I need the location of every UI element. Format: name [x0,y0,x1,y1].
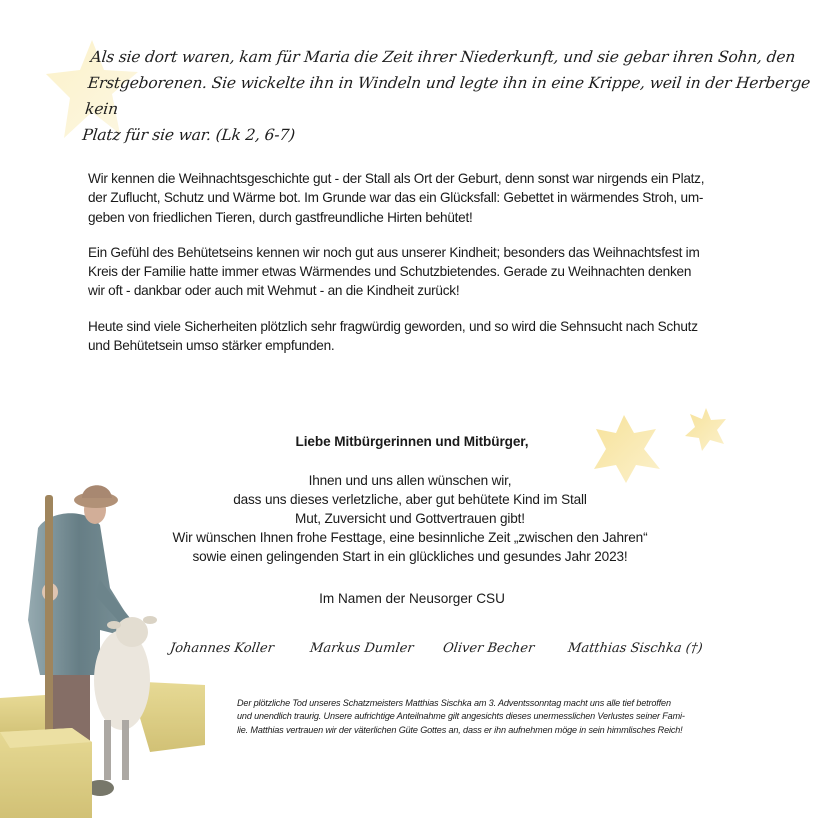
memorial-line: lie. Matthias vertrauen wir der väterlichen Güte Gottes an, dass er ihn aufnehmen möge in sein himmlisches Reich! [237,724,683,735]
quote-line: Als sie dort waren, kam für Maria die Zeit ihrer Niederkunft, und sie gebar ihren Sohn, den [89,48,797,66]
paragraph [88,169,788,227]
memorial-line: Der plötzliche Tod unseres Schatzmeisters Matthias Sischka am 3. Adventssonntag macht uns alle tief betroffen [237,698,671,708]
wishes-line: Wir wünschen Ihnen frohe Festtage, eine besinnliche Zeit „zwischen den Jahren“ [172,530,648,545]
paragraph-line: Ein Gefühl des Behütetseins kennen wir noch gut aus unserer Kindheit; besonders das Weihnachtsfest im [88,244,700,260]
body-text [88,169,788,371]
wishes-line: sowie einen gelingenden Start in ein glückliches und gesundes Jahr 2023! [192,549,628,564]
holiday-wishes [0,471,820,566]
paragraph-line: der Zuflucht, Schutz und Wärme bot. Im Grunde war das ein Glücksfall: Gebettet in wärmendes Stroh, um- [88,190,704,206]
memorial-note [237,697,752,737]
greeting-heading: Liebe Mitbürgerinnen und Mitbürger, [295,434,529,449]
paragraph-line: Kreis der Familie hatte immer etwas Wärmendes und Schutzbietendes. Gerade zu Weihnachten denken [88,264,692,280]
paragraph-line: geben von friedlichen Tieren, durch gastfreundliche Hirten behütet! [88,209,473,225]
paragraph-line: Wir kennen die Weihnachtsgeschichte gut - der Stall als Ort der Geburt, denn sonst war nirgends ein Platz, [88,171,705,186]
wishes-line: Ihnen und uns allen wünschen wir, [308,473,512,488]
paragraph-line: wir oft - dankbar oder auch mit Wehmut - an die Kindheit zurück! [88,283,460,299]
paragraph [88,243,788,301]
quote-line: Erstgeborenen. Sie wickelte ihn in Windeln und legte ihn in eine Krippe, weil in der Herberge kein [84,74,812,118]
signature: Johannes Koller [168,641,275,656]
signature: Matthias Sischka (†) [566,641,704,656]
memorial-line: und unendlich traurig. Unsere aufrichtige Anteilnahme gilt angesichts dieses unermesslichen Verlustes seiner Fami- [237,711,685,722]
scripture-quote [81,44,822,148]
signature: Markus Dumler [308,641,415,656]
paragraph [88,317,788,356]
quote-line: Platz für sie war. (Lk 2, 6-7) [81,126,296,144]
signature: Oliver Becher [441,641,536,656]
wishes-line: Mut, Zuversicht und Gottvertrauen gibt! [295,511,525,526]
paragraph-line: Heute sind viele Sicherheiten plötzlich sehr fragwürdig geworden, und so wird die Sehnsucht nach Schutz [88,318,698,334]
paragraph-line: und Behütetsein umso stärker empfunden. [88,338,335,354]
wishes-line: dass uns dieses verletzliche, aber gut behütete Kind im Stall [233,492,587,507]
signoff: Im Namen der Neusorger CSU [319,591,505,606]
